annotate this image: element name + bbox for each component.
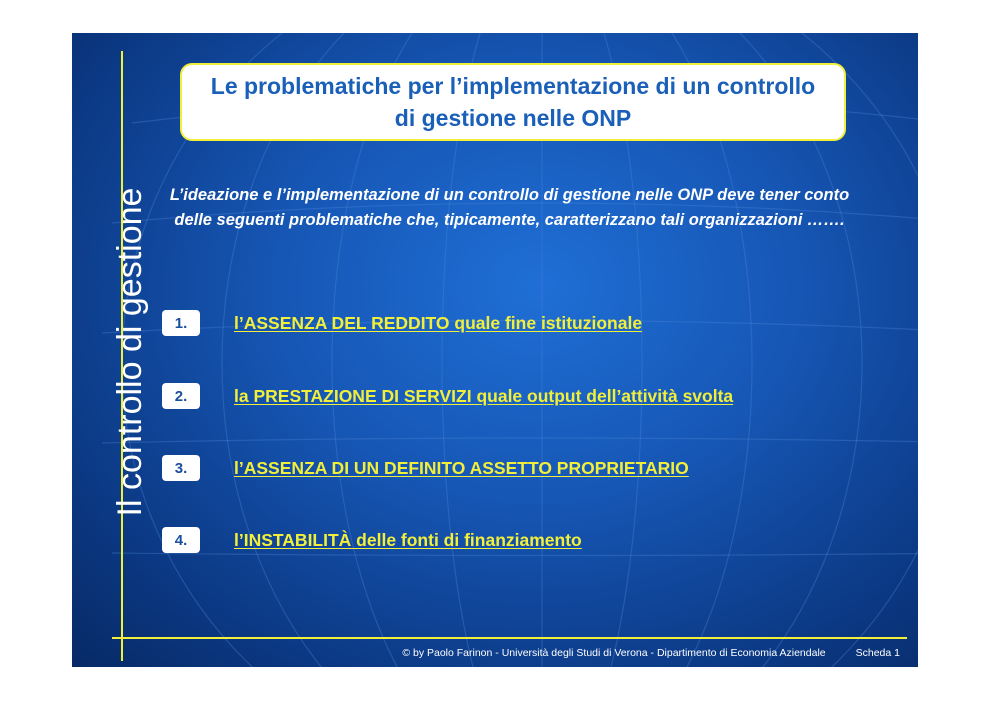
item-number-badge: 4. [162, 527, 200, 553]
footer [72, 644, 900, 662]
item-link[interactable]: la PRESTAZIONE DI SERVIZI quale output dell’attività svolta [234, 385, 734, 406]
side-title: Il controllo di gestione [111, 187, 149, 517]
footer-credit: © by Paolo Farinon - Università degli Studi di Verona - Dipartimento di Economia Aziendale [402, 647, 826, 659]
horizontal-accent-line [112, 637, 907, 639]
slide [72, 33, 918, 667]
list-item [162, 455, 689, 481]
list-item [162, 527, 582, 553]
item-number-badge: 1. [162, 310, 200, 336]
item-number-badge: 3. [162, 455, 200, 481]
sheet-number: Scheda 1 [855, 647, 900, 659]
item-link[interactable]: l’ASSENZA DEL REDDITO quale fine istituzionale [234, 312, 643, 333]
item-link[interactable]: l’ASSENZA DI UN DEFINITO ASSETTO PROPRIETARIO [234, 457, 689, 478]
item-link[interactable]: l’INSTABILITÀ delle fonti di finanziamento [234, 529, 582, 550]
slide-title: Le problematiche per l’implementazione di un controllo di gestione nelle ONP [210, 73, 816, 131]
intro-text: L’ideazione e l’implementazione di un controllo di gestione nelle ONP deve tener conto delle seguenti problematiche che, tipicamente, caratterizzano tali organizzazioni ……. [169, 186, 850, 229]
title-box [180, 63, 846, 141]
item-number-badge: 2. [162, 383, 200, 409]
list-item [162, 383, 733, 409]
list-item [162, 310, 642, 336]
